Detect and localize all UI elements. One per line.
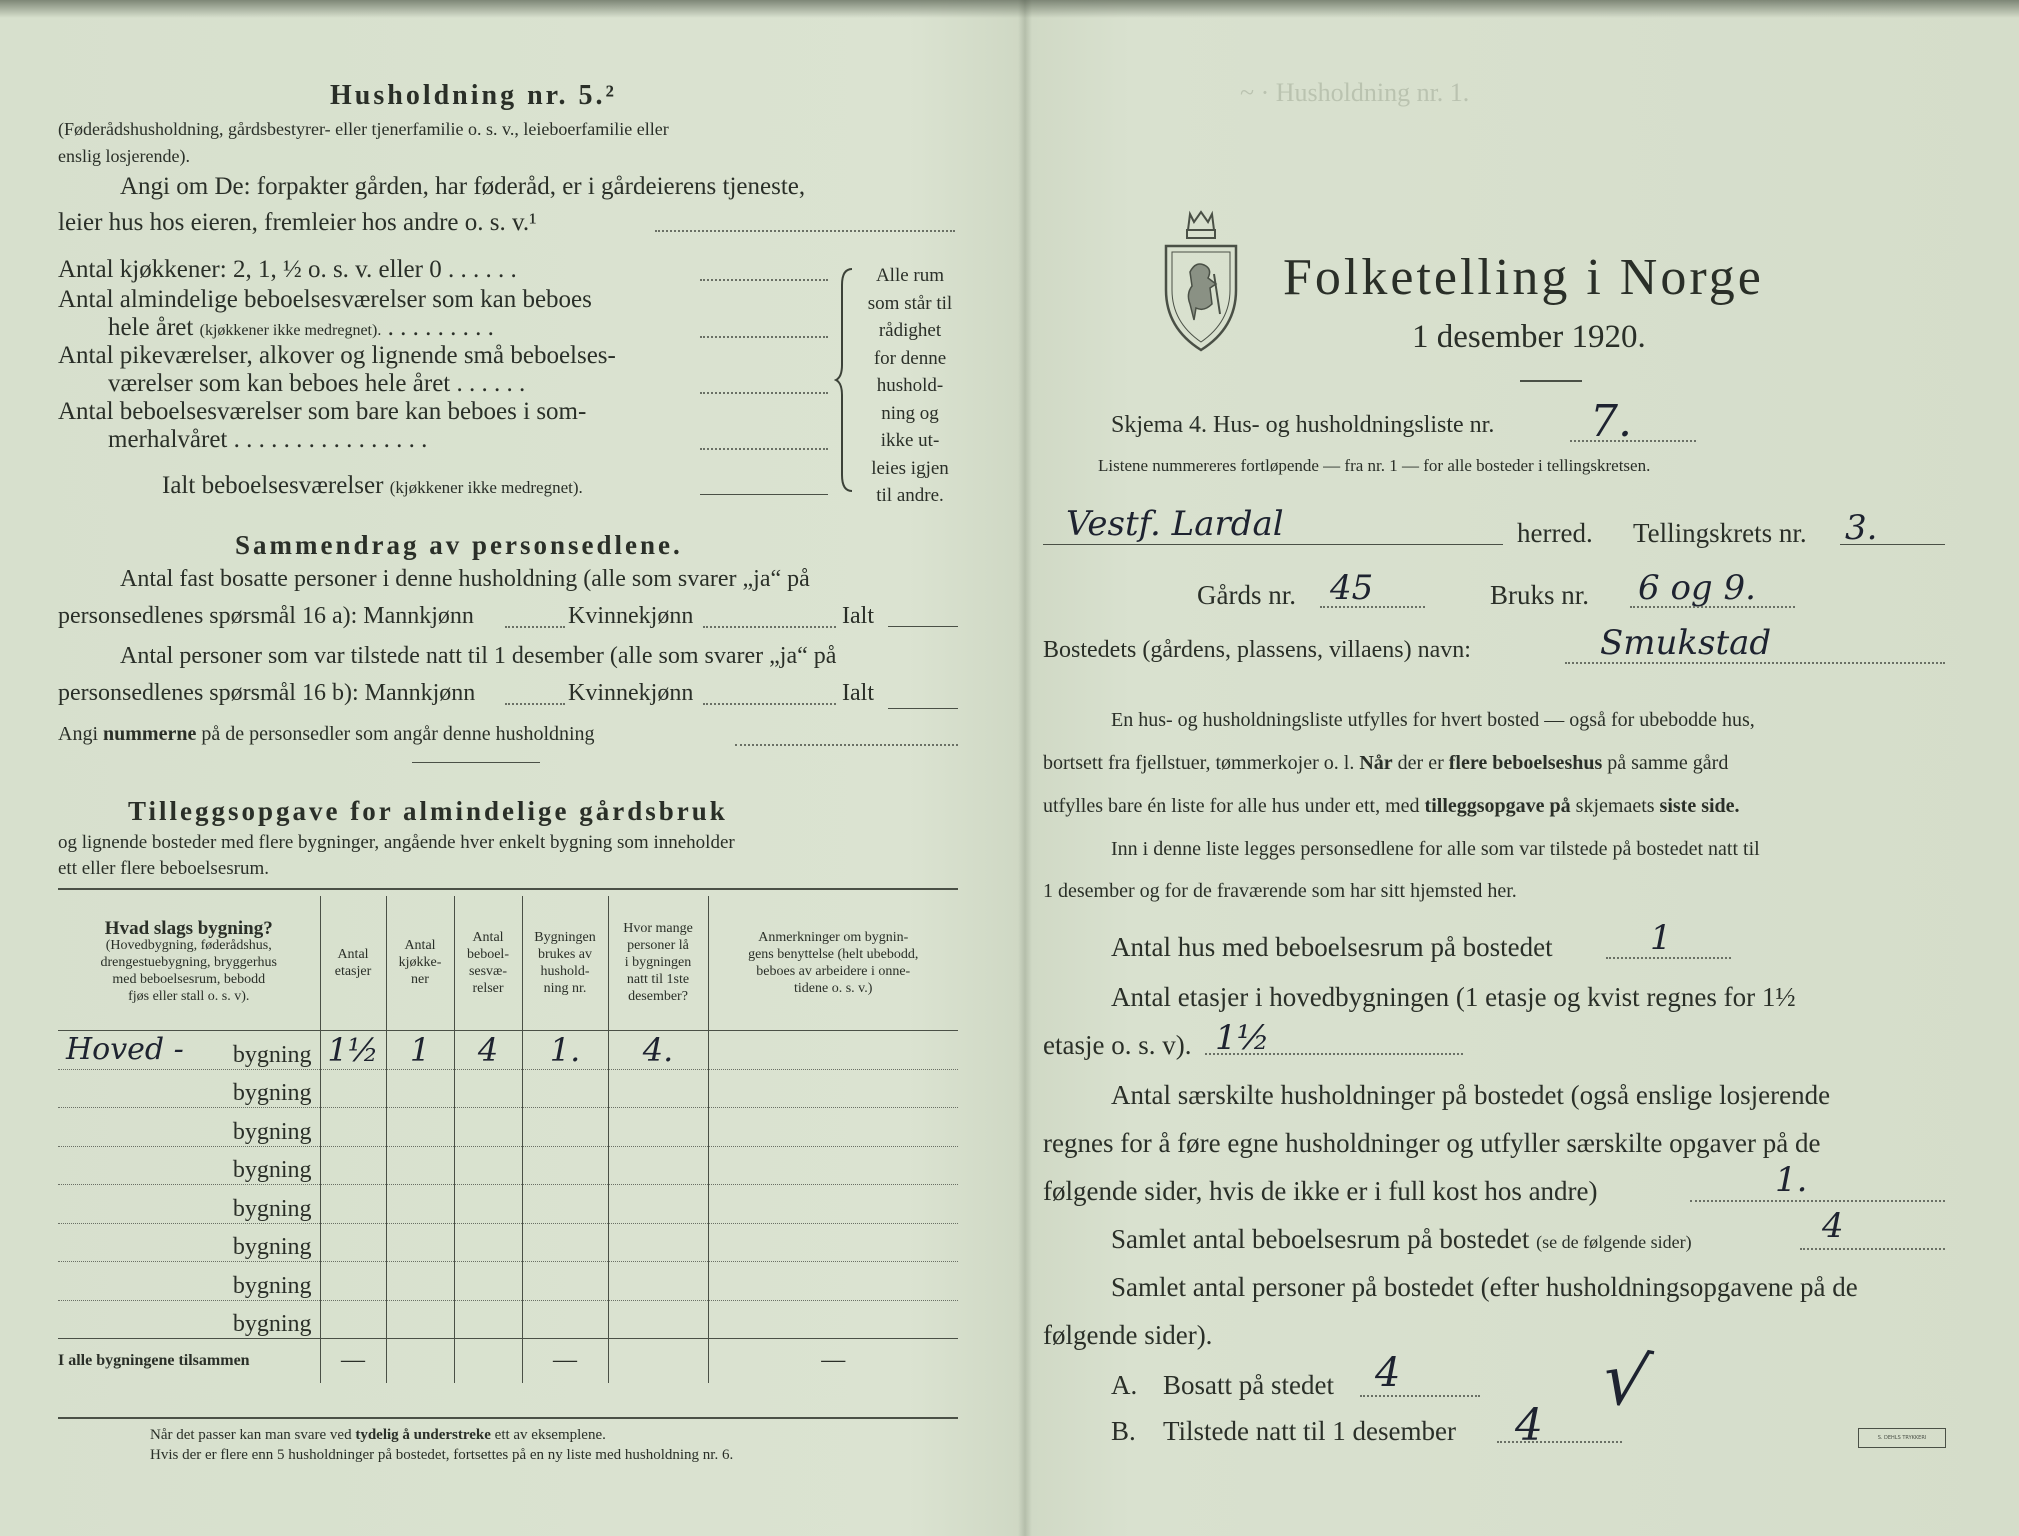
table-row [58, 1262, 958, 1301]
total-row-label: I alle bygningene tilsammen [58, 1339, 320, 1383]
household-title: Husholdning nr. 5.² [330, 80, 617, 111]
instr-2-pre: bortsett fra fjellstuer, tømmerkojer o. l. [1043, 752, 1355, 774]
header-line: tidene o. s. v.) [794, 980, 873, 996]
building-floors-cell[interactable] [320, 1069, 386, 1108]
building-kind-cell[interactable] [58, 1185, 320, 1224]
table-row [58, 1030, 958, 1069]
table-row [58, 1223, 958, 1262]
ordinary-rooms-answer[interactable] [700, 336, 828, 338]
ordinary-rooms-line1: Antal almindelige beboelsesværelser som kan beboes [58, 286, 592, 313]
summary-a-line2 [58, 603, 474, 630]
building-persons-cell[interactable] [608, 1030, 708, 1069]
building-household-no-cell[interactable] [522, 1223, 608, 1262]
building-kitchens-value: 1 [409, 1030, 431, 1069]
schema-number-value[interactable]: 7. [1590, 396, 1632, 447]
brace-note-line: ning og [881, 402, 939, 424]
building-rooms-cell[interactable] [454, 1223, 522, 1262]
form-date: 1 desember 1920. [1412, 319, 1646, 355]
header-floors [320, 896, 386, 1030]
summary-b-male-answer[interactable] [505, 703, 565, 705]
farm-subtitle-line2: ett eller flere beboelsesrum. [58, 858, 270, 879]
angi-line2: leier hus hos eieren, fremleier hos andre o. s. v.¹ [58, 209, 537, 236]
households-question-line3: følgende sider, hvis de ikke er i full kost hos andre) [1043, 1176, 1598, 1206]
table-total-row [58, 1339, 958, 1383]
building-kind-cell[interactable] [58, 1108, 320, 1147]
instruction-4: Inn i denne liste legges personsedlene for alle som var tilstede på bostedet natt til [1111, 838, 1760, 860]
ordinary-rooms-dots: . . . . . . . . . [387, 314, 494, 341]
table-header-row [58, 896, 958, 1030]
header-line: beboel- [467, 946, 509, 962]
krets-label: Tellingskrets nr. [1633, 518, 1807, 548]
building-kitchens-cell[interactable] [386, 1030, 454, 1069]
kitchens-question: Antal kjøkkener: 2, 1, ½ o. s. v. eller 0 . . . . . . [58, 256, 517, 283]
building-household-no-cell[interactable] [522, 1146, 608, 1185]
coat-of-arms-icon [1160, 208, 1242, 356]
instr-2-post: på samme gård [1607, 752, 1729, 774]
building-row-label: bygning [232, 1195, 312, 1222]
header-line: brukes av [537, 946, 593, 962]
bruks-value[interactable]: 6 og 9. [1638, 568, 1756, 608]
building-floors-cell[interactable] [320, 1185, 386, 1224]
brace-note-line: til andre. [876, 485, 944, 506]
building-remarks-cell[interactable] [708, 1223, 958, 1262]
person-numbers-pre: Angi [58, 723, 98, 745]
header-line: desember? [628, 989, 688, 1005]
header-kind-sub: fjøs eller stall o. s. v). [128, 989, 250, 1005]
total-rooms-answer[interactable] [700, 494, 828, 495]
summary-a-female-label: Kvinnekjønn [568, 603, 694, 629]
household-note-line2: enslig losjerende). [58, 146, 190, 166]
header-line: hushold- [540, 963, 590, 979]
header-building-kind [58, 896, 320, 1030]
angi-answer-line[interactable] [655, 230, 955, 232]
summary-title: Sammendrag av personsedlene. [235, 530, 683, 560]
building-floors-cell[interactable] [320, 1108, 386, 1147]
building-floors-cell[interactable] [320, 1300, 386, 1339]
brace-note-line: rådighet [878, 320, 942, 341]
floors-question-line2: etasje o. s. v). [1043, 1030, 1192, 1060]
building-remarks-cell[interactable] [708, 1185, 958, 1224]
header-kind-sub: drengestuebygning, bryggerhus [100, 955, 278, 971]
krets-value[interactable]: 3. [1845, 508, 1878, 548]
table-row [58, 1069, 958, 1108]
building-rooms-value: 4 [477, 1030, 499, 1069]
rooms-total-note: (se de følgende sider) [1536, 1232, 1692, 1252]
buildings-table-body [58, 1030, 958, 1339]
summary-b-female-answer[interactable] [703, 703, 836, 705]
building-household-no-cell[interactable] [522, 1300, 608, 1339]
summary-b-line2 [58, 680, 475, 707]
total-rooms-line [162, 472, 583, 500]
footnote-1-pre: Når det passer kan man svare ved [150, 1427, 352, 1443]
header-kind-title: Hvad slags bygning? [104, 918, 273, 940]
persons-question-line2: følgende sider). [1043, 1320, 1213, 1350]
krets-line [1840, 544, 1945, 545]
summary-b-total-label: Ialt [842, 680, 874, 706]
floors-line [1205, 1053, 1463, 1055]
building-persons-cell[interactable] [608, 1185, 708, 1224]
table-row [58, 1300, 958, 1339]
gards-value[interactable]: 45 [1330, 568, 1374, 608]
instruction-2 [1043, 752, 1728, 775]
person-numbers-line [58, 723, 595, 746]
brace-note-line: for denne [873, 347, 947, 369]
building-rooms-cell[interactable] [454, 1108, 522, 1147]
building-kitchens-cell[interactable] [386, 1108, 454, 1147]
building-remarks-cell[interactable] [708, 1030, 958, 1069]
instruction-5: 1 desember og for de fraværende som har sitt hjemsted her. [1043, 880, 1517, 902]
schema-number-line [1570, 440, 1696, 442]
header-line: ning nr. [543, 980, 587, 996]
header-line: relser [472, 980, 504, 996]
summer-rooms-line1: Antal beboelsesværelser som bare kan beboes i som- [58, 398, 587, 425]
schema-label: Skjema 4. Hus- og husholdningsliste nr. [1111, 412, 1495, 438]
summer-rooms-line2: merhalvåret . . . . . . . . . . . . . . . . [108, 426, 428, 453]
brace-note [855, 262, 965, 510]
person-numbers-bold: nummerne [103, 723, 197, 745]
total-rooms[interactable] [454, 1339, 522, 1383]
building-rooms-cell[interactable] [454, 1069, 522, 1108]
header-kitchens [386, 896, 454, 1030]
rooms-total-line [1800, 1248, 1945, 1250]
present-value[interactable]: 4 [1515, 1400, 1543, 1451]
brace-note-line: hushold- [876, 375, 944, 396]
building-floors-cell[interactable] [320, 1223, 386, 1262]
building-remarks-cell[interactable] [708, 1069, 958, 1108]
footnote-1-post: ett av eksemplene. [494, 1427, 606, 1443]
building-floors-cell[interactable] [320, 1262, 386, 1301]
total-kitchens[interactable] [386, 1339, 454, 1383]
building-remarks-cell[interactable] [708, 1262, 958, 1301]
header-line: beboes av arbeidere i onne- [756, 963, 911, 979]
summary-a-line1: Antal fast bosatte personer i denne husholdning (alle som svarer „ja“ på [120, 566, 810, 592]
section-divider [412, 762, 540, 763]
header-line: Bygningen [534, 929, 596, 945]
summary-b-total-answer[interactable] [888, 708, 958, 709]
building-kitchens-cell[interactable] [386, 1262, 454, 1301]
total-rooms-note: (kjøkkener ikke medregnet). [389, 478, 583, 497]
bosted-value[interactable]: Smukstad [1600, 623, 1772, 663]
houses-question: Antal hus med beboelsesrum på bostedet [1111, 932, 1553, 962]
header-kind-sub: (Hovedbygning, føderådshus, [105, 938, 272, 954]
maid-rooms-answer[interactable] [700, 392, 828, 394]
total-persons[interactable] [608, 1339, 708, 1383]
kitchens-answer[interactable] [700, 279, 828, 281]
building-rooms-cell[interactable] [454, 1030, 522, 1069]
household-note-line1: (Føderådshusholdning, gårdsbestyrer- eller tjenerfamilie o. s. v., leieboerfamilie eller [58, 119, 669, 139]
buildings-table [58, 896, 958, 1383]
header-remarks [708, 896, 958, 1030]
header-line: kjøkke- [398, 955, 442, 971]
building-kind-cell[interactable] [58, 1223, 320, 1262]
maid-rooms-line1: Antal pikeværelser, alkover og lignende små beboelses- [58, 342, 616, 369]
herred-line [1043, 544, 1503, 545]
building-floors-cell[interactable] [320, 1146, 386, 1185]
instruction-1: En hus- og husholdningsliste utfylles for hvert bosted — også for ubebodde hus, [1111, 709, 1755, 731]
houses-value[interactable]: 1 [1650, 918, 1672, 958]
instr-2-bold1: Når [1359, 752, 1393, 774]
header-line: Antal [472, 929, 504, 945]
form-title: Folketelling i Norge [1283, 249, 1764, 306]
instr-3-bold1: tilleggsopgave på [1424, 795, 1571, 817]
building-household-no-cell[interactable] [522, 1108, 608, 1147]
table-row [58, 1108, 958, 1147]
header-line: sesvæ- [468, 963, 508, 979]
instr-3-pre: utfylles bare én liste for alle hus under ett, med [1043, 795, 1420, 817]
building-household-no-cell[interactable] [522, 1262, 608, 1301]
rooms-total-question [1111, 1224, 1692, 1255]
instr-2-mid: der er [1397, 752, 1444, 774]
summary-a-total-label: Ialt [842, 603, 874, 629]
gards-label: Gårds nr. [1197, 580, 1296, 610]
person-numbers-answer[interactable] [735, 744, 958, 746]
total-rooms-label: Ialt beboelsesværelser [162, 472, 384, 499]
present-label-letter: B. [1111, 1416, 1136, 1446]
building-persons-cell[interactable] [608, 1069, 708, 1108]
header-line: Antal [337, 946, 369, 962]
header-kind-sub: med beboelsesrum, bebodd [112, 972, 266, 988]
building-remarks-cell[interactable] [708, 1300, 958, 1339]
building-household-no-cell[interactable] [522, 1069, 608, 1108]
building-kind-value: Hoved - [66, 1031, 184, 1067]
table-bottom-rule [58, 1417, 958, 1419]
footnote-2: Hvis der er flere enn 5 husholdninger på bostedet, fortsettes på en ny liste med husholdning nr. 6. [150, 1447, 734, 1463]
resident-label-letter: A. [1111, 1370, 1138, 1400]
building-row-label: bygning [232, 1041, 312, 1068]
building-remarks-cell[interactable] [708, 1108, 958, 1147]
households-value[interactable]: 1. [1775, 1160, 1808, 1200]
building-persons-cell[interactable] [608, 1262, 708, 1301]
persons-question-line1: Samlet antal personer på bostedet (efter husholdningsopgavene på de [1111, 1272, 1858, 1302]
farm-subtitle-line1: og lignende bosteder med flere bygninger, angående hver enkelt bygning som inneholder [58, 832, 735, 853]
total-floors: — [320, 1339, 386, 1383]
instruction-3 [1043, 795, 1740, 818]
summary-a-male-answer[interactable] [505, 626, 565, 628]
angi-line1: Angi om De: forpakter gården, har føderåd, er i gårdeierens tjeneste, [120, 173, 806, 200]
building-rooms-cell[interactable] [454, 1300, 522, 1339]
total-remarks: — [708, 1339, 958, 1383]
bosted-line [1565, 662, 1945, 664]
header-line: gens benyttelse (helt ubebodd, [748, 946, 919, 962]
households-line [1690, 1200, 1945, 1202]
building-kind-cell[interactable] [58, 1069, 320, 1108]
herred-value[interactable]: Vestf. Lardal [1066, 504, 1284, 544]
header-line: personer lå [627, 938, 689, 954]
summary-b-female-label: Kvinnekjønn [568, 680, 694, 706]
header-line: natt til 1ste [626, 972, 690, 988]
footnote-1-bold: tydelig å understreke [355, 1427, 491, 1443]
header-persons [608, 896, 708, 1030]
bosted-label: Bostedets (gårdens, plassens, villaens) navn: [1043, 637, 1471, 663]
header-line: etasjer [334, 963, 372, 979]
rooms-total-text: Samlet antal beboelsesrum på bostedet [1111, 1224, 1530, 1254]
table-row [58, 1146, 958, 1185]
building-row-label: bygning [232, 1272, 312, 1299]
bleed-through-text: ~ · Husholdning nr. 1. [1240, 78, 1470, 107]
title-rule [1520, 380, 1582, 382]
ordinary-rooms-note: (kjøkkener ikke medregnet). [199, 322, 382, 339]
building-row-label: bygning [232, 1234, 312, 1260]
building-kitchens-cell[interactable] [386, 1223, 454, 1262]
building-row-label: bygning [232, 1118, 312, 1145]
building-persons-cell[interactable] [608, 1300, 708, 1339]
present-label: Tilstede natt til 1 desember [1163, 1416, 1456, 1446]
building-kitchens-cell[interactable] [386, 1185, 454, 1224]
building-persons-cell[interactable] [608, 1146, 708, 1185]
building-kind-cell[interactable] [58, 1146, 320, 1185]
building-persons-cell[interactable] [608, 1108, 708, 1147]
printer-stamp: S. DEHLS TRYKKERI [1858, 1428, 1946, 1448]
building-rooms-cell[interactable] [454, 1185, 522, 1224]
building-household-no-value: 1. [549, 1030, 581, 1069]
paper-top-edge [0, 0, 2019, 18]
summary-a-question: personsedlenes spørsmål 16 a): Mannkjønn [58, 603, 474, 629]
brace-note-line: som står til [867, 292, 953, 314]
building-row-label: bygning [232, 1311, 312, 1337]
building-floors-value: 1½ [327, 1030, 379, 1069]
building-kitchens-cell[interactable] [386, 1146, 454, 1185]
table-row [58, 1185, 958, 1224]
summary-a-female-answer[interactable] [703, 626, 836, 628]
maid-rooms-line2: værelser som kan beboes hele året . . . . . . [108, 370, 526, 397]
checkmark-icon: √ [1596, 1334, 1656, 1426]
resident-label: Bosatt på stedet [1163, 1370, 1334, 1400]
floors-question-line1: Antal etasjer i hovedbygningen (1 etasje og kvist regnes for 1½ [1111, 982, 1796, 1012]
resident-value[interactable]: 4 [1375, 1350, 1401, 1396]
total-household-no: — [522, 1339, 608, 1383]
bruks-label: Bruks nr. [1490, 580, 1590, 610]
building-row-label: bygning [232, 1157, 312, 1183]
brace-note-line: leies igjen [871, 457, 949, 479]
farm-title: Tilleggsopgave for almindelige gårdsbruk [128, 796, 728, 826]
building-rooms-cell[interactable] [454, 1262, 522, 1301]
herred-label: herred. [1517, 518, 1593, 548]
building-kind-cell[interactable] [58, 1300, 320, 1339]
building-kind-cell[interactable] [58, 1262, 320, 1301]
building-household-no-cell[interactable] [522, 1185, 608, 1224]
header-line: Hvor mange [623, 921, 693, 937]
building-kind-cell[interactable] [58, 1030, 320, 1069]
brace-note-line: ikke ut- [880, 430, 940, 451]
instr-2-bold2: flere beboelseshus [1448, 752, 1603, 774]
summary-b-line1: Antal personer som var tilstede natt til 1 desember (alle som svarer „ja“ på [120, 643, 837, 669]
ordinary-rooms-line2 [108, 314, 494, 342]
houses-line [1606, 957, 1731, 959]
summary-b-question: personsedlenes spørsmål 16 b): Mannkjønn [58, 680, 476, 706]
households-question-line2: regnes for å føre egne husholdninger og utfyller særskilte opgaver på de [1043, 1128, 1821, 1158]
header-line: Anmerkninger om bygnin- [758, 929, 909, 945]
building-persons-value: 4. [642, 1030, 674, 1069]
header-line: i bygningen [624, 955, 692, 971]
summary-a-total-answer[interactable] [888, 626, 958, 627]
table-top-rule [58, 888, 958, 890]
floors-value[interactable]: 1½ [1215, 1018, 1270, 1058]
bruks-line [1630, 606, 1795, 608]
present-line [1497, 1441, 1622, 1443]
building-rooms-cell[interactable] [454, 1146, 522, 1185]
header-line: ner [411, 972, 429, 988]
footnote-1 [150, 1427, 606, 1444]
brace-note-line: Alle rum [875, 265, 945, 286]
building-floors-cell[interactable] [320, 1030, 386, 1069]
rooms-total-value[interactable]: 4 [1822, 1206, 1844, 1246]
numbering-note: Listene nummereres fortløpende — fra nr. 1 — for alle bosteder i tellingskretsen. [1098, 456, 1651, 475]
header-household-no [522, 896, 608, 1030]
header-rooms [454, 896, 522, 1030]
building-remarks-cell[interactable] [708, 1146, 958, 1185]
households-question-line1: Antal særskilte husholdninger på bostedet (også enslige losjerende [1111, 1080, 1831, 1110]
header-line: Antal [404, 938, 436, 954]
person-numbers-post: på de personsedler som angår denne husholdning [201, 723, 595, 745]
building-household-no-cell[interactable] [522, 1030, 608, 1069]
building-row-label: bygning [232, 1080, 312, 1106]
instr-3-bold2: siste side. [1659, 795, 1740, 817]
summer-rooms-answer[interactable] [700, 448, 828, 450]
ordinary-rooms-text: hele året [108, 314, 194, 341]
building-persons-cell[interactable] [608, 1223, 708, 1262]
building-kitchens-cell[interactable] [386, 1069, 454, 1108]
instr-3-mid: skjemaets [1575, 795, 1655, 817]
page-fold [1018, 0, 1032, 1536]
building-kitchens-cell[interactable] [386, 1300, 454, 1339]
resident-line [1360, 1395, 1480, 1397]
gards-line [1320, 606, 1425, 608]
